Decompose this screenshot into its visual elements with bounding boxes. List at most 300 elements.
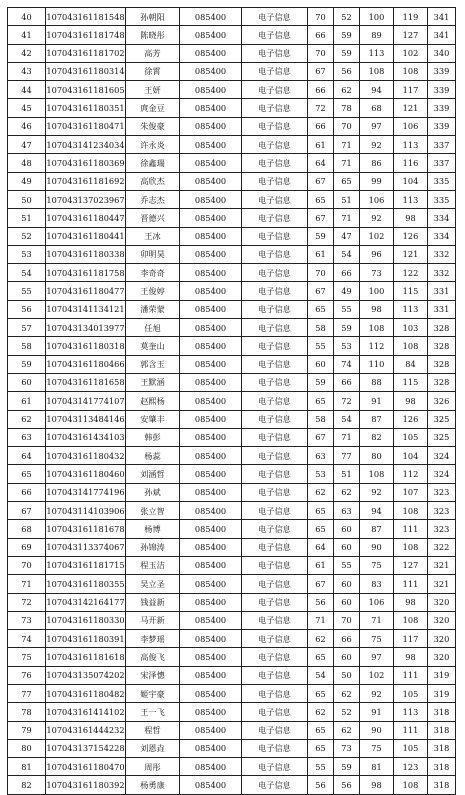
specialty-score: 102 — [394, 44, 428, 62]
politics-score: 67 — [308, 282, 334, 300]
candidate-name: 杨蕊 — [126, 447, 180, 465]
major-name: 电子信息 — [242, 684, 308, 702]
english-score: 71 — [334, 428, 360, 446]
english-score: 62 — [334, 721, 360, 739]
english-score: 73 — [334, 739, 360, 757]
candidate-id: 107043161180470 — [46, 758, 126, 776]
politics-score: 66 — [308, 26, 334, 44]
politics-score: 54 — [308, 666, 334, 684]
major-code: 085400 — [180, 648, 242, 666]
politics-score: 67 — [308, 172, 334, 190]
candidate-id: 107043161181692 — [46, 172, 126, 190]
candidate-name: 高欣杰 — [126, 172, 180, 190]
math-score: 91 — [360, 703, 394, 721]
row-number: 73 — [8, 611, 46, 629]
politics-score: 65 — [308, 739, 334, 757]
table-body — [8, 8, 456, 795]
table-row — [8, 154, 456, 172]
total-score: 339 — [428, 62, 456, 80]
specialty-score: 116 — [394, 154, 428, 172]
specialty-score: 98 — [394, 593, 428, 611]
politics-score: 71 — [308, 611, 334, 629]
candidate-name: 王一飞 — [126, 703, 180, 721]
major-name: 电子信息 — [242, 739, 308, 757]
politics-score: 65 — [308, 721, 334, 739]
row-number: 43 — [8, 62, 46, 80]
total-score: 318 — [428, 776, 456, 794]
specialty-score: 113 — [394, 190, 428, 208]
table-row — [8, 758, 456, 776]
politics-score: 59 — [308, 227, 334, 245]
politics-score: 58 — [308, 410, 334, 428]
math-score: 91 — [360, 392, 394, 410]
english-score: 62 — [334, 684, 360, 702]
total-score: 337 — [428, 136, 456, 154]
major-name: 电子信息 — [242, 630, 308, 648]
politics-score: 67 — [308, 575, 334, 593]
table-row — [8, 62, 456, 80]
row-number: 46 — [8, 117, 46, 135]
candidate-id: 107043161180471 — [46, 117, 126, 135]
candidate-name: 高芳 — [126, 44, 180, 62]
math-score: 71 — [360, 611, 394, 629]
row-number: 82 — [8, 776, 46, 794]
english-score: 62 — [334, 483, 360, 501]
total-score: 318 — [428, 758, 456, 776]
math-score: 96 — [360, 245, 394, 263]
candidate-id: 107043161181618 — [46, 648, 126, 666]
major-name: 电子信息 — [242, 373, 308, 391]
row-number: 80 — [8, 739, 46, 757]
english-score: 59 — [334, 26, 360, 44]
admission-score-table — [7, 7, 456, 795]
specialty-score: 104 — [394, 447, 428, 465]
candidate-name: 孙朝阳 — [126, 8, 180, 26]
specialty-score: 111 — [394, 721, 428, 739]
major-name: 电子信息 — [242, 483, 308, 501]
english-score: 55 — [334, 300, 360, 318]
total-score: 319 — [428, 684, 456, 702]
major-code: 085400 — [180, 611, 242, 629]
total-score: 320 — [428, 648, 456, 666]
candidate-name: 张立智 — [126, 502, 180, 520]
row-number: 57 — [8, 319, 46, 337]
candidate-id: 107043161180477 — [46, 282, 126, 300]
table-row — [8, 776, 456, 794]
major-code: 085400 — [180, 447, 242, 465]
major-name: 电子信息 — [242, 319, 308, 337]
row-number: 69 — [8, 538, 46, 556]
candidate-name: 郭含玉 — [126, 355, 180, 373]
row-number: 81 — [8, 758, 46, 776]
math-score: 102 — [360, 227, 394, 245]
major-name: 电子信息 — [242, 611, 308, 629]
major-name: 电子信息 — [242, 428, 308, 446]
total-score: 335 — [428, 190, 456, 208]
candidate-id: 107043113484146 — [46, 410, 126, 428]
candidate-name: 朱俊豪 — [126, 117, 180, 135]
row-number: 54 — [8, 264, 46, 282]
english-score: 70 — [334, 117, 360, 135]
total-score: 324 — [428, 447, 456, 465]
row-number: 65 — [8, 465, 46, 483]
major-code: 085400 — [180, 337, 242, 355]
major-code: 085400 — [180, 300, 242, 318]
candidate-name: 李梦瑶 — [126, 630, 180, 648]
politics-score: 62 — [308, 483, 334, 501]
candidate-name: 李奇奇 — [126, 264, 180, 282]
table-row — [8, 575, 456, 593]
major-name: 电子信息 — [242, 758, 308, 776]
politics-score: 70 — [308, 44, 334, 62]
candidate-name: 刘恩垚 — [126, 739, 180, 757]
specialty-score: 108 — [394, 611, 428, 629]
total-score: 335 — [428, 172, 456, 190]
candidate-id: 107043161180351 — [46, 99, 126, 117]
table-row — [8, 117, 456, 135]
row-number: 47 — [8, 136, 46, 154]
table-row — [8, 520, 456, 538]
candidate-id: 107043161180369 — [46, 154, 126, 172]
specialty-score: 113 — [394, 136, 428, 154]
major-code: 085400 — [180, 99, 242, 117]
english-score: 66 — [334, 373, 360, 391]
candidate-id: 107043161444232 — [46, 721, 126, 739]
table-row — [8, 300, 456, 318]
math-score: 108 — [360, 319, 394, 337]
major-code: 085400 — [180, 575, 242, 593]
politics-score: 62 — [308, 630, 334, 648]
total-score: 331 — [428, 300, 456, 318]
total-score: 323 — [428, 520, 456, 538]
major-code: 085400 — [180, 739, 242, 757]
candidate-name: 刘涵哲 — [126, 465, 180, 483]
math-score: 86 — [360, 154, 394, 172]
english-score: 71 — [334, 209, 360, 227]
math-score: 75 — [360, 739, 394, 757]
candidate-id: 107043141774196 — [46, 483, 126, 501]
major-code: 085400 — [180, 26, 242, 44]
total-score: 337 — [428, 154, 456, 172]
specialty-score: 111 — [394, 575, 428, 593]
major-code: 085400 — [180, 630, 242, 648]
politics-score: 70 — [308, 8, 334, 26]
candidate-name: 高俊飞 — [126, 648, 180, 666]
specialty-score: 104 — [394, 172, 428, 190]
total-score: 328 — [428, 337, 456, 355]
candidate-name: 徐霄 — [126, 62, 180, 80]
total-score: 328 — [428, 373, 456, 391]
major-name: 电子信息 — [242, 62, 308, 80]
major-code: 085400 — [180, 172, 242, 190]
specialty-score: 111 — [394, 666, 428, 684]
politics-score: 56 — [308, 593, 334, 611]
english-score: 55 — [334, 556, 360, 574]
major-name: 电子信息 — [242, 556, 308, 574]
major-name: 电子信息 — [242, 245, 308, 263]
math-score: 90 — [360, 721, 394, 739]
candidate-name: 赵熙杨 — [126, 392, 180, 410]
candidate-name: 徐鑫瑞 — [126, 154, 180, 172]
specialty-score: 112 — [394, 465, 428, 483]
math-score: 97 — [360, 648, 394, 666]
row-number: 41 — [8, 26, 46, 44]
politics-score: 66 — [308, 117, 334, 135]
total-score: 320 — [428, 611, 456, 629]
row-number: 63 — [8, 428, 46, 446]
table-row — [8, 648, 456, 666]
candidate-id: 107043161180318 — [46, 337, 126, 355]
table-row — [8, 264, 456, 282]
major-code: 085400 — [180, 703, 242, 721]
table-row — [8, 44, 456, 62]
major-name: 电子信息 — [242, 392, 308, 410]
specialty-score: 84 — [394, 355, 428, 373]
candidate-name: 莫奎山 — [126, 337, 180, 355]
english-score: 77 — [334, 447, 360, 465]
row-number: 72 — [8, 593, 46, 611]
politics-score: 55 — [308, 758, 334, 776]
table-row — [8, 410, 456, 428]
total-score: 328 — [428, 355, 456, 373]
major-code: 085400 — [180, 117, 242, 135]
candidate-id: 107043161180392 — [46, 776, 126, 794]
politics-score: 65 — [308, 392, 334, 410]
row-number: 68 — [8, 520, 46, 538]
candidate-name: 孙锦涛 — [126, 538, 180, 556]
math-score: 99 — [360, 172, 394, 190]
specialty-score: 123 — [394, 758, 428, 776]
politics-score: 64 — [308, 154, 334, 172]
total-score: 341 — [428, 26, 456, 44]
major-name: 电子信息 — [242, 721, 308, 739]
candidate-id: 107043141234034 — [46, 136, 126, 154]
math-score: 106 — [360, 190, 394, 208]
specialty-score: 105 — [394, 739, 428, 757]
table-row — [8, 392, 456, 410]
politics-score: 65 — [308, 648, 334, 666]
math-score: 88 — [360, 373, 394, 391]
politics-score: 65 — [308, 300, 334, 318]
specialty-score: 108 — [394, 337, 428, 355]
politics-score: 63 — [308, 447, 334, 465]
politics-score: 65 — [308, 684, 334, 702]
specialty-score: 127 — [394, 26, 428, 44]
major-code: 085400 — [180, 190, 242, 208]
major-code: 085400 — [180, 209, 242, 227]
table-row — [8, 337, 456, 355]
row-number: 67 — [8, 502, 46, 520]
english-score: 50 — [334, 666, 360, 684]
math-score: 68 — [360, 99, 394, 117]
english-score: 52 — [334, 703, 360, 721]
table-row — [8, 666, 456, 684]
specialty-score: 111 — [394, 520, 428, 538]
row-number: 60 — [8, 373, 46, 391]
major-code: 085400 — [180, 520, 242, 538]
math-score: 73 — [360, 264, 394, 282]
major-code: 085400 — [180, 81, 242, 99]
major-name: 电子信息 — [242, 300, 308, 318]
math-score: 108 — [360, 465, 394, 483]
total-score: 318 — [428, 721, 456, 739]
specialty-score: 108 — [394, 538, 428, 556]
total-score: 332 — [428, 264, 456, 282]
politics-score: 67 — [308, 62, 334, 80]
specialty-score: 126 — [394, 410, 428, 428]
row-number: 78 — [8, 703, 46, 721]
specialty-score: 122 — [394, 264, 428, 282]
politics-score: 67 — [308, 428, 334, 446]
english-score: 71 — [334, 154, 360, 172]
total-score: 328 — [428, 319, 456, 337]
candidate-id: 107043161434103 — [46, 428, 126, 446]
specialty-score: 121 — [394, 245, 428, 263]
candidate-id: 107043161181605 — [46, 81, 126, 99]
politics-score: 70 — [308, 264, 334, 282]
row-number: 75 — [8, 648, 46, 666]
english-score: 59 — [334, 319, 360, 337]
table-row — [8, 172, 456, 190]
total-score: 334 — [428, 209, 456, 227]
math-score: 81 — [360, 758, 394, 776]
table-row — [8, 739, 456, 757]
major-code: 085400 — [180, 245, 242, 263]
candidate-name: 吴立圣 — [126, 575, 180, 593]
candidate-id: 107043161180432 — [46, 447, 126, 465]
english-score: 54 — [334, 410, 360, 428]
major-name: 电子信息 — [242, 538, 308, 556]
english-score: 65 — [334, 172, 360, 190]
major-code: 085400 — [180, 428, 242, 446]
politics-score: 53 — [308, 465, 334, 483]
specialty-score: 98 — [394, 648, 428, 666]
specialty-score: 126 — [394, 227, 428, 245]
major-code: 085400 — [180, 593, 242, 611]
politics-score: 60 — [308, 355, 334, 373]
row-number: 71 — [8, 575, 46, 593]
major-name: 电子信息 — [242, 648, 308, 666]
english-score: 71 — [334, 136, 360, 154]
math-score: 108 — [360, 62, 394, 80]
major-code: 085400 — [180, 319, 242, 337]
specialty-score: 108 — [394, 776, 428, 794]
major-name: 电子信息 — [242, 447, 308, 465]
row-number: 51 — [8, 209, 46, 227]
math-score: 106 — [360, 593, 394, 611]
total-score: 325 — [428, 428, 456, 446]
major-name: 电子信息 — [242, 26, 308, 44]
candidate-id: 107043142164177 — [46, 593, 126, 611]
candidate-id: 107043134013977 — [46, 319, 126, 337]
english-score: 78 — [334, 99, 360, 117]
major-name: 电子信息 — [242, 282, 308, 300]
total-score: 324 — [428, 465, 456, 483]
math-score: 110 — [360, 355, 394, 373]
english-score: 49 — [334, 282, 360, 300]
row-number: 53 — [8, 245, 46, 263]
candidate-id: 107043161180391 — [46, 630, 126, 648]
math-score: 98 — [360, 300, 394, 318]
specialty-score: 105 — [394, 428, 428, 446]
table-row — [8, 8, 456, 26]
row-number: 62 — [8, 410, 46, 428]
math-score: 82 — [360, 428, 394, 446]
candidate-name: 程哲 — [126, 721, 180, 739]
english-score: 59 — [334, 44, 360, 62]
candidate-id: 107043161180355 — [46, 575, 126, 593]
politics-score: 72 — [308, 99, 334, 117]
english-score: 54 — [334, 245, 360, 263]
table-row — [8, 373, 456, 391]
candidate-id: 107043161181715 — [46, 556, 126, 574]
candidate-id: 107043161180441 — [46, 227, 126, 245]
major-name: 电子信息 — [242, 593, 308, 611]
candidate-name: 钱益新 — [126, 593, 180, 611]
major-name: 电子信息 — [242, 703, 308, 721]
math-score: 94 — [360, 81, 394, 99]
major-name: 电子信息 — [242, 465, 308, 483]
major-name: 电子信息 — [242, 172, 308, 190]
math-score: 100 — [360, 282, 394, 300]
candidate-name: 孙斌 — [126, 483, 180, 501]
politics-score: 58 — [308, 319, 334, 337]
specialty-score: 113 — [394, 703, 428, 721]
table-row — [8, 136, 456, 154]
major-code: 085400 — [180, 154, 242, 172]
row-number: 70 — [8, 556, 46, 574]
major-code: 085400 — [180, 776, 242, 794]
specialty-score: 127 — [394, 556, 428, 574]
major-code: 085400 — [180, 373, 242, 391]
candidate-name: 任旭 — [126, 319, 180, 337]
major-name: 电子信息 — [242, 410, 308, 428]
specialty-score: 115 — [394, 282, 428, 300]
row-number: 66 — [8, 483, 46, 501]
row-number: 61 — [8, 392, 46, 410]
politics-score: 67 — [308, 209, 334, 227]
politics-score: 56 — [308, 776, 334, 794]
politics-score: 62 — [308, 703, 334, 721]
math-score: 80 — [360, 447, 394, 465]
candidate-name: 王默涵 — [126, 373, 180, 391]
row-number: 55 — [8, 282, 46, 300]
major-code: 085400 — [180, 538, 242, 556]
table-row — [8, 611, 456, 629]
english-score: 47 — [334, 227, 360, 245]
major-code: 085400 — [180, 666, 242, 684]
candidate-id: 107043141134121 — [46, 300, 126, 318]
candidate-id: 107043161181758 — [46, 264, 126, 282]
math-score: 92 — [360, 209, 394, 227]
row-number: 56 — [8, 300, 46, 318]
table-row — [8, 282, 456, 300]
total-score: 320 — [428, 593, 456, 611]
row-number: 64 — [8, 447, 46, 465]
english-score: 56 — [334, 776, 360, 794]
major-name: 电子信息 — [242, 337, 308, 355]
total-score: 321 — [428, 556, 456, 574]
table-row — [8, 428, 456, 446]
english-score: 66 — [334, 264, 360, 282]
row-number: 45 — [8, 99, 46, 117]
math-score: 92 — [360, 136, 394, 154]
candidate-id: 107043114103906 — [46, 502, 126, 520]
candidate-name: 陈晓彤 — [126, 26, 180, 44]
table-row — [8, 81, 456, 99]
row-number: 50 — [8, 190, 46, 208]
table-row — [8, 630, 456, 648]
